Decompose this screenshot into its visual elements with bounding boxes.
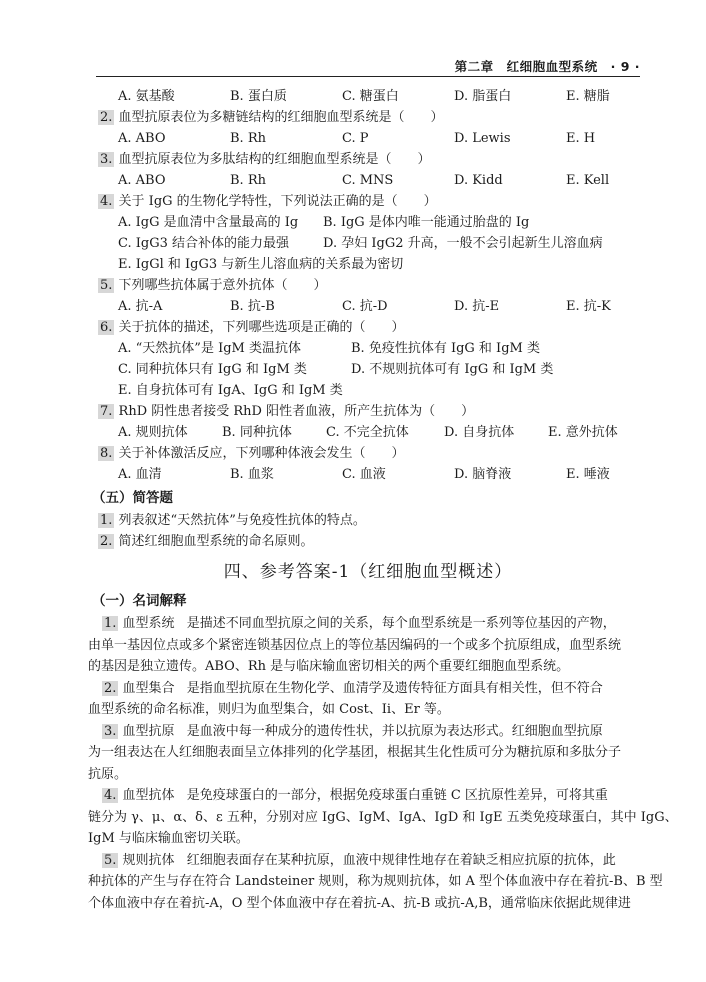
- question-8: [98, 443, 638, 464]
- option: D. 不规则抗体可有 IgG 和 IgM 类: [351, 362, 554, 377]
- q6-options-row: [98, 380, 638, 401]
- question-text: 列表叙述“天然抗体”与免疫性抗体的特点。: [118, 513, 366, 528]
- entry-number: 5.: [104, 852, 117, 868]
- question-text: 关于 IgG 的生物化学特性，下列说法正确的是（ ）: [118, 194, 437, 209]
- entry-number: 4.: [104, 788, 117, 803]
- definition-text: 是血液中每一种成分的遗传性状，并以抗原为表达形式。红细胞血型抗原: [186, 723, 603, 739]
- option: B. 蛋白质: [230, 89, 287, 104]
- question-number: 3.: [100, 152, 113, 167]
- question-number: 2.: [100, 534, 113, 549]
- definition-line: [88, 721, 638, 743]
- definition-text: 是免疫球蛋白的一部分，根据免疫球蛋白重链 C 区抗原性差异，可将其重: [186, 788, 608, 803]
- q4-options-row: [98, 212, 638, 233]
- q7-options: [98, 422, 638, 443]
- option: D. 脑脊液: [454, 467, 512, 482]
- definition-term: 血型抗原: [122, 723, 175, 739]
- q6-options-row: [98, 338, 638, 359]
- option: C. 血液: [342, 467, 386, 482]
- entry-number: 1.: [104, 616, 117, 631]
- definition-entry-3: [88, 721, 638, 786]
- q4-options-row: [98, 254, 638, 275]
- q3-options: [98, 170, 638, 191]
- definition-text: 是指血型抗原在生物化学、血清学及遗传特征方面具有相关性，但不符合: [186, 680, 603, 696]
- option: C. 不完全抗体: [326, 425, 409, 440]
- definition-line: 链分为 γ、μ、α、δ、ε 五种，分别对应 IgG、IgM、IgA、IgD 和 IgE 五类免疫球蛋白，其中 IgG、: [88, 809, 678, 825]
- option: D. 脂蛋白: [454, 89, 512, 104]
- q6-options-row: [98, 359, 638, 380]
- definition-term: 血型系统: [122, 616, 175, 631]
- question-number: 7.: [100, 404, 113, 419]
- option: E. 唾液: [566, 467, 610, 482]
- option: E. Kell: [566, 173, 610, 188]
- option: A. 血清: [118, 467, 162, 482]
- question-6: [98, 317, 638, 338]
- option: B. 免疫性抗体有 IgG 和 IgM 类: [351, 341, 540, 356]
- definition-term: 血型集合: [122, 680, 175, 696]
- question-number: 8.: [100, 446, 113, 461]
- question-text: 血型抗原表位为多糖链结构的红细胞血型系统是（ ）: [118, 110, 444, 125]
- option: C. 糖蛋白: [342, 89, 399, 104]
- option: A. ABO: [118, 173, 166, 188]
- definition-line: [88, 850, 638, 872]
- definition-line: 的基因是独立遗传。ABO、Rh 是与临床输血密切相关的两个重要红细胞血型系统。: [88, 659, 570, 674]
- definition-entry-5: [88, 850, 663, 915]
- q4-options-row: [98, 233, 638, 254]
- question-text: 简述红细胞血型系统的命名原则。: [118, 534, 314, 549]
- question-text: RhD 阴性患者接受 RhD 阳性者血液，所产生抗体为（ ）: [118, 404, 475, 419]
- definition-line: [88, 785, 638, 807]
- option: B. 血浆: [230, 467, 274, 482]
- definition-line: 血型系统的命名标准，则归为血型集合，如 Cost、Ii、Er 等。: [88, 702, 450, 717]
- option: B. Rh: [230, 173, 266, 188]
- definition-line: [88, 678, 638, 700]
- definition-line: 种抗体的产生与存在符合 Landsteiner 规则，称为规则抗体，如 A 型个体血液中存在着抗-B、B 型: [88, 874, 663, 889]
- definition-entry-4: [88, 785, 678, 850]
- question-4: [98, 191, 638, 212]
- definition-text: 红细胞表面存在某种抗原，血液中规律性地存在着缺乏相应抗原的抗体，此: [186, 852, 616, 868]
- option: A. “天然抗体”是 IgM 类温抗体: [118, 341, 301, 356]
- section-heading-definitions: （一）名词解释: [92, 593, 187, 609]
- definition-line: IgM 与临床输血密切关联。: [88, 831, 249, 846]
- question-text: 关于补体激活反应，下列哪种体液会发生（ ）: [118, 446, 405, 461]
- q5-options: [98, 296, 638, 317]
- short-answer-item: [98, 531, 638, 552]
- option: A. 氨基酸: [118, 89, 175, 104]
- running-header-title: 第二章 红细胞血型系统 · 9 ·: [454, 59, 640, 74]
- q2-options: [98, 128, 638, 149]
- option: B. 抗-B: [230, 299, 275, 314]
- question-7: [98, 401, 638, 422]
- option: E. 意外抗体: [548, 425, 618, 440]
- question-text: 关于抗体的描述，下列哪些选项是正确的（ ）: [118, 320, 405, 335]
- option: E. IgGl 和 IgG3 与新生儿溶血病的关系最为密切: [118, 257, 404, 272]
- definition-line: 为一组表达在人红细胞表面呈立体排列的化学基团，根据其生化性质可分为糖抗原和多肽分子: [88, 745, 622, 760]
- definition-text: 是描述不同血型抗原之间的关系，每个血型系统是一系列等位基因的产物，: [186, 616, 616, 631]
- short-answer-item: [98, 510, 638, 531]
- question-number: 2.: [100, 110, 113, 125]
- option: C. P: [342, 131, 369, 146]
- question-number: 6.: [100, 320, 113, 335]
- option: C. IgG3 结合补体的能力最强: [118, 236, 289, 251]
- definition-line: 抗原。: [88, 766, 128, 782]
- option: C. MNS: [342, 173, 394, 188]
- option: E. 抗-K: [566, 299, 611, 314]
- option: D. 抗-E: [454, 299, 500, 314]
- option: D. 自身抗体: [444, 425, 515, 440]
- option: E. 自身抗体可有 IgA、IgG 和 IgM 类: [118, 383, 343, 398]
- option: B. 同种抗体: [222, 425, 292, 440]
- option: E. 糖脂: [566, 89, 610, 104]
- option: B. Rh: [230, 131, 266, 146]
- option: A. ABO: [118, 131, 166, 146]
- question-number: 4.: [100, 194, 113, 209]
- page-header: [96, 56, 640, 77]
- option: A. 规则抗体: [118, 425, 188, 440]
- part-title-answers: 四、参考答案-1（红细胞血型概述）: [223, 562, 513, 582]
- definition-entry-2: [88, 678, 638, 721]
- option: E. H: [566, 131, 596, 146]
- option: D. 孕妇 IgG2 升高，一般不会引起新生儿溶血病: [323, 236, 603, 251]
- definition-line: 由单一基因位点或多个紧密连锁基因位点上的等位基因编码的一个或多个抗原组成，血型系统: [88, 637, 622, 653]
- entry-number: 2.: [104, 680, 117, 696]
- question-text: 血型抗原表位为多肽结构的红细胞血型系统是（ ）: [118, 152, 431, 167]
- question-number: 1.: [100, 513, 113, 528]
- definition-line: 个体血液中存在着抗-A，O 型个体血液中存在着抗-A、抗-B 或抗-A,B，通常临床依据此规律进: [88, 895, 631, 911]
- definition-line: [88, 613, 638, 635]
- q1-options: [98, 86, 638, 107]
- question-5: [98, 275, 638, 296]
- option: C. 同种抗体只有 IgG 和 IgM 类: [118, 362, 307, 377]
- option: A. 抗-A: [118, 299, 163, 314]
- option: D. Lewis: [454, 131, 511, 146]
- definition-entry-1: [88, 613, 638, 678]
- definition-term: 血型抗体: [122, 788, 175, 803]
- question-text: 下列哪些抗体属于意外抗体（ ）: [118, 278, 327, 293]
- option: B. IgG 是体内唯一能通过胎盘的 Ig: [323, 215, 530, 230]
- option: A. IgG 是血清中含量最高的 Ig: [118, 215, 299, 230]
- section-heading-short-answer: （五）简答题: [92, 490, 173, 506]
- entry-number: 3.: [104, 723, 117, 739]
- definition-term: 规则抗体: [122, 852, 175, 868]
- question-3: [98, 149, 638, 170]
- q8-options: [98, 464, 638, 485]
- question-2: [98, 107, 638, 128]
- option: D. Kidd: [454, 173, 503, 188]
- option: C. 抗-D: [342, 299, 388, 314]
- page-content: [88, 86, 678, 914]
- question-number: 5.: [100, 278, 113, 293]
